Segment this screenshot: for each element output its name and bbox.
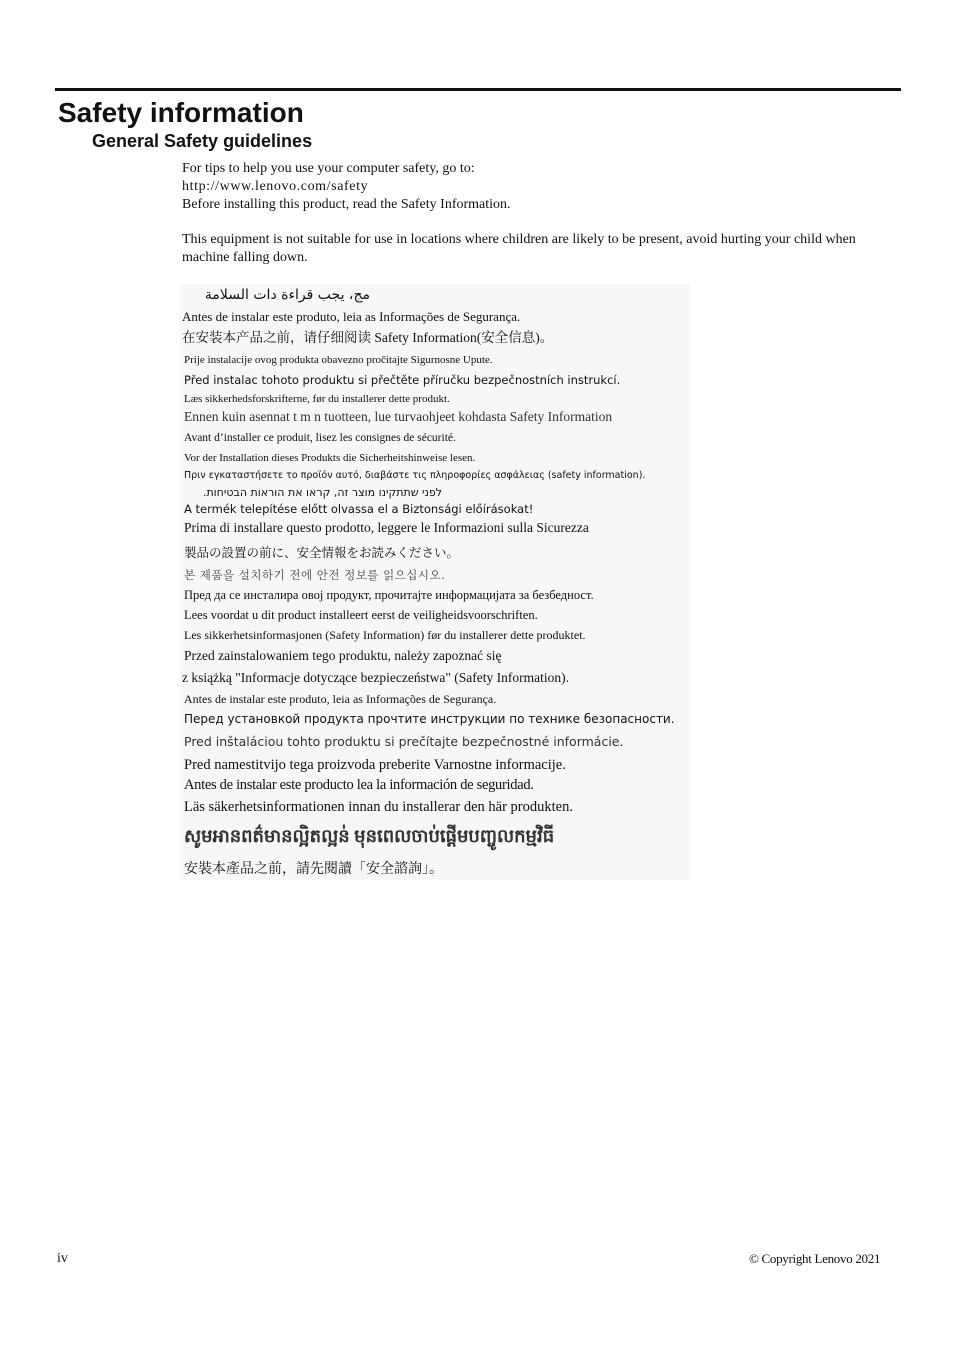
notice-korean: 본 제품을 설치하기 전에 안전 정보를 읽으십시오. <box>184 568 446 582</box>
notice-slovak: Pred inštaláciou tohto produktu si prečítajte bezpečnostné informácie. <box>184 734 624 749</box>
safety-url: http://www.lenovo.com/safety <box>182 179 369 194</box>
children-warning: This equipment is not suitable for use in locations where children are likely to be present, avoid hurting your child when machine falling down. <box>182 232 856 265</box>
section-title: General Safety guidelines <box>92 131 313 151</box>
notice-danish: Læs sikkerhedsforskrifterne, før du installerer dette produkt. <box>184 393 450 405</box>
intro-line-3: Before installing this product, read the Safety Information. <box>182 197 511 212</box>
notice-portuguese-pt: Antes de instalar este produto, leia as Informações de Segurança. <box>184 692 497 706</box>
notice-czech: Před instalac tohoto produktu si přečtěte příručku bezpečnostních instrukcí. <box>184 373 621 387</box>
notice-hungarian: A termék telepítése előtt olvassa el a Biztonsági előírásokat! <box>184 502 534 516</box>
multilingual-safety-notice <box>180 284 690 880</box>
notice-hebrew: לפני שתתקינו מוצר זה, קראו את הוראות הבטיחות. <box>202 486 442 499</box>
notice-norwegian: Les sikkerhetsinformasjonen (Safety Information) før du installerer dette produktet. <box>184 628 586 642</box>
intro-line-1: For tips to help you use your computer safety, go to: <box>182 161 475 176</box>
notice-portuguese-br: Antes de instalar este produto, leia as Informações de Segurança. <box>182 309 521 324</box>
notice-italian: Prima di installare questo prodotto, leggere le Informazioni sulla Sicurezza <box>184 520 589 535</box>
notice-dutch: Lees voordat u dit product installeert eerst de veiligheidsvoorschriften. <box>184 608 538 622</box>
notice-chinese-simplified: 在安装本产品之前，请仔细阅读 Safety Information(安全信息)。 <box>182 330 554 345</box>
notice-slovenian: Pred namestitvijo tega proizvoda preberite Varnostne informacije. <box>184 757 566 773</box>
notice-german: Vor der Installation dieses Produkts die Sicherheitshinweise lesen. <box>184 452 476 464</box>
notice-arabic: مج، يجب قراءة دات السلامة <box>204 287 370 303</box>
notice-russian: Перед установкой продукта прочтите инструкции по технике безопасности. <box>184 712 675 726</box>
notice-japanese: 製品の設置の前に、安全情報をお読みください。 <box>184 545 460 560</box>
notice-khmer: សូមអានពត៌មានល្អិតល្អន់ មុនពេលចាប់ផ្តើមបញ្ចូលកម្មវិធី <box>184 826 555 846</box>
intro-text <box>182 160 882 267</box>
notice-polish-1: Przed zainstalowaniem tego produktu, należy zapoznać się <box>184 648 502 663</box>
copyright: © Copyright Lenovo 2021 <box>749 1251 881 1266</box>
notice-swedish: Läs säkerhetsinformationen innan du installerar den här produkten. <box>184 799 573 815</box>
page-number: iv <box>57 1251 68 1266</box>
notice-polish-2: z książką "Informacje dotyczące bezpieczeństwa" (Safety Information). <box>182 670 569 685</box>
notice-french: Avant d’installer ce produit, lisez les consignes de sécurité. <box>184 432 456 444</box>
notice-croatian: Prije instalacije ovog produkta obavezno pročitajte Sigurnosne Upute. <box>184 354 493 366</box>
heading-rule <box>55 88 901 91</box>
notice-spanish: Antes de instalar este producto lea la información de seguridad. <box>184 777 534 793</box>
notice-finnish: Ennen kuin asennat t m n tuotteen, lue turvaohjeet kohdasta Safety Information <box>184 409 613 424</box>
notice-macedonian: Пред да се инсталира овој продукт, прочитајте информацијата за безбедност. <box>184 588 594 602</box>
notice-greek: Πριν εγκαταστήσετε το προϊόν αυτό, διαβάστε τις πληροφορίες ασφάλειας (safety information). <box>184 470 646 481</box>
notice-chinese-traditional: 安裝本產品之前，請先閱讀「安全諮詢」。 <box>184 861 443 877</box>
page-title: Safety information <box>58 97 304 128</box>
